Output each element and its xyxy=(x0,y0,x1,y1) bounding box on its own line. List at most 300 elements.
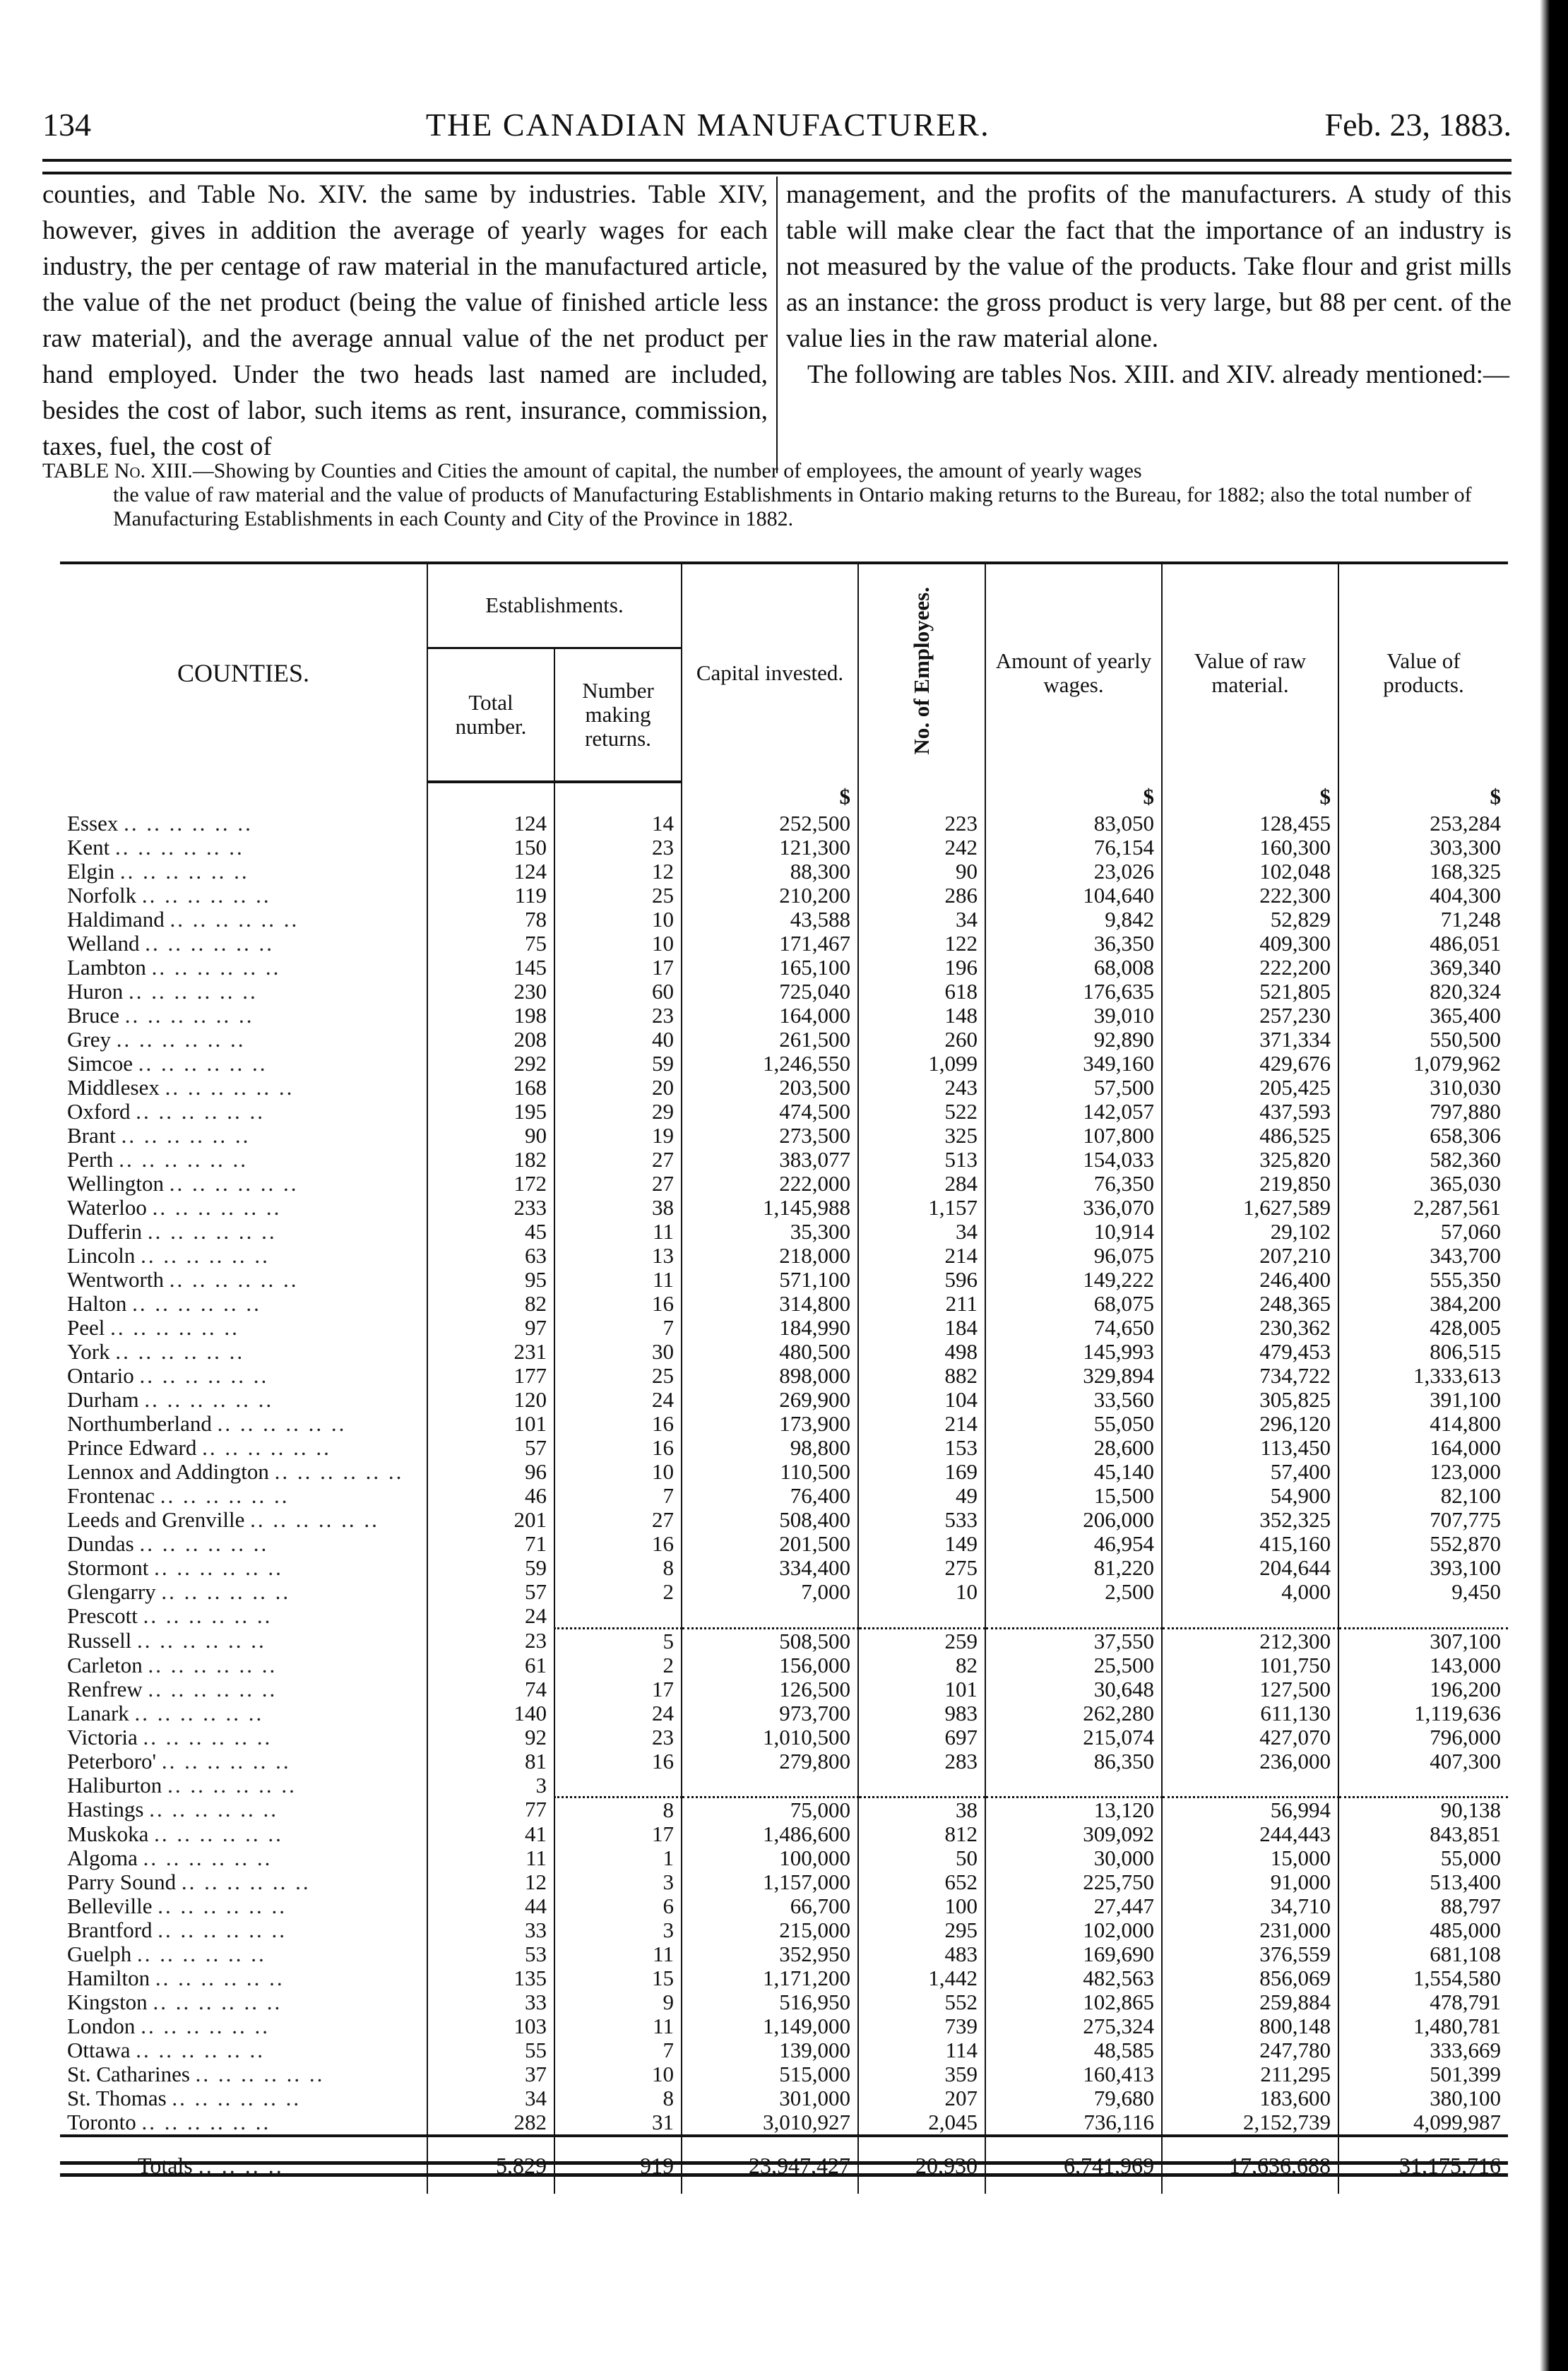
cell-total: 46 xyxy=(427,1484,554,1508)
table-row xyxy=(60,1870,1508,1894)
county-name: Ontario .. .. .. .. .. .. xyxy=(67,1363,269,1388)
cell-products: 393,100 xyxy=(1338,1556,1508,1580)
cell-products: 428,005 xyxy=(1338,1316,1508,1340)
cell-total: 195 xyxy=(427,1100,554,1124)
cell-products: 478,791 xyxy=(1338,1990,1508,2014)
cell-total: 177 xyxy=(427,1364,554,1388)
cell-total: 63 xyxy=(427,1244,554,1268)
county-name: Leeds and Grenville .. .. .. .. .. .. xyxy=(67,1507,379,1532)
cell-total: 135 xyxy=(427,1966,554,1990)
cell-capital: 508,400 xyxy=(682,1508,858,1532)
cell-products: 164,000 xyxy=(1338,1436,1508,1460)
cell-returns: 23 xyxy=(554,836,682,860)
cell-returns: 40 xyxy=(554,1028,682,1052)
cell-capital: 7,000 xyxy=(682,1580,858,1604)
publication-title: THE CANADIAN MANUFACTURER. xyxy=(425,107,990,143)
cell-total: 182 xyxy=(427,1148,554,1172)
cell-wages: 27,447 xyxy=(985,1894,1162,1918)
county-name: Hastings .. .. .. .. .. .. xyxy=(67,1797,278,1822)
cell-employees: 983 xyxy=(858,1701,985,1725)
cell-total: 124 xyxy=(427,860,554,884)
cell-employees: 214 xyxy=(858,1244,985,1268)
cell-total: 57 xyxy=(427,1436,554,1460)
totals-label: Totals .. .. .. .. xyxy=(60,2136,427,2194)
table-row xyxy=(60,2062,1508,2086)
table-row xyxy=(60,2014,1508,2038)
cell-capital: 1,149,000 xyxy=(682,2014,858,2038)
cell-returns: 11 xyxy=(554,1942,682,1966)
table-row xyxy=(60,1894,1508,1918)
table-caption xyxy=(42,459,1511,531)
cell-returns: 16 xyxy=(554,1532,682,1556)
cell-wages: 262,280 xyxy=(985,1701,1162,1725)
unit-dollar: $ xyxy=(1338,782,1508,812)
cell-returns: 7 xyxy=(554,1316,682,1340)
cell-raw: 231,000 xyxy=(1162,1918,1338,1942)
cell-products: 55,000 xyxy=(1338,1846,1508,1870)
cell-capital: 139,000 xyxy=(682,2038,858,2062)
cell-raw: 57,400 xyxy=(1162,1460,1338,1484)
cell-wages: 336,070 xyxy=(985,1196,1162,1220)
cell-capital: 301,000 xyxy=(682,2086,858,2110)
cell-products: 707,775 xyxy=(1338,1508,1508,1532)
cell-raw: 352,325 xyxy=(1162,1508,1338,1532)
cell-employees: 1,157 xyxy=(858,1196,985,1220)
table-row xyxy=(60,1701,1508,1725)
county-name: Muskoka .. .. .. .. .. .. xyxy=(67,1822,283,1846)
cell-total: 292 xyxy=(427,1052,554,1076)
table-row xyxy=(60,836,1508,860)
cell-raw: 415,160 xyxy=(1162,1532,1338,1556)
county-name: Dufferin .. .. .. .. .. .. xyxy=(67,1219,277,1244)
county-name: Algoma .. .. .. .. .. .. xyxy=(67,1846,273,1870)
cell-returns: 12 xyxy=(554,860,682,884)
cell-wages: 68,008 xyxy=(985,956,1162,980)
cell-products: 582,360 xyxy=(1338,1148,1508,1172)
cell-employees: 153 xyxy=(858,1436,985,1460)
cell-raw: 437,593 xyxy=(1162,1100,1338,1124)
cell-returns: 20 xyxy=(554,1076,682,1100)
table-row xyxy=(60,1653,1508,1677)
cell-capital: 171,467 xyxy=(682,932,858,956)
cell-products: 384,200 xyxy=(1338,1292,1508,1316)
cell-employees: 114 xyxy=(858,2038,985,2062)
cell-wages: 30,648 xyxy=(985,1677,1162,1701)
cell-wages: 37,550 xyxy=(985,1628,1162,1653)
cell-capital: 164,000 xyxy=(682,1004,858,1028)
cell-raw: 305,825 xyxy=(1162,1388,1338,1412)
county-name: Frontenac .. .. .. .. .. .. xyxy=(67,1483,290,1508)
cell-capital: 474,500 xyxy=(682,1100,858,1124)
cell-wages: 39,010 xyxy=(985,1004,1162,1028)
cell-capital: 126,500 xyxy=(682,1677,858,1701)
table-row xyxy=(60,1725,1508,1749)
cell-products: 71,248 xyxy=(1338,908,1508,932)
cell-capital: 156,000 xyxy=(682,1653,858,1677)
article-right-column xyxy=(778,177,1511,473)
cell-employees: 283 xyxy=(858,1749,985,1773)
cell-total: 150 xyxy=(427,836,554,860)
caption-text: —Showing by Counties and Cities the amount of capital, the number of employees, the amount of yearly wages xyxy=(192,459,1142,482)
cell-wages: 79,680 xyxy=(985,2086,1162,2110)
cell-returns: 19 xyxy=(554,1124,682,1148)
cell-capital: 66,700 xyxy=(682,1894,858,1918)
cell-employees: 2,045 xyxy=(858,2110,985,2136)
cell-products: 513,400 xyxy=(1338,1870,1508,1894)
scan-edge-shadow xyxy=(1540,0,1568,2371)
cell-employees: 223 xyxy=(858,812,985,836)
cell-total: 59 xyxy=(427,1556,554,1580)
county-name: Victoria .. .. .. .. .. .. xyxy=(67,1724,273,1749)
cell-returns: 16 xyxy=(554,1292,682,1316)
cell-capital: 218,000 xyxy=(682,1244,858,1268)
county-name: Parry Sound .. .. .. .. .. .. xyxy=(67,1870,311,1894)
cell-total: 77 xyxy=(427,1797,554,1823)
cell-products: 310,030 xyxy=(1338,1076,1508,1100)
cell-capital: 1,486,600 xyxy=(682,1822,858,1846)
county-name: Norfolk .. .. .. .. .. .. xyxy=(67,883,271,908)
county-name: Halton .. .. .. .. .. .. xyxy=(67,1291,261,1316)
cell-capital: 210,200 xyxy=(682,884,858,908)
cell-employees: 260 xyxy=(858,1028,985,1052)
cell-raw xyxy=(1162,1604,1338,1628)
issue-date: Feb. 23, 1883. xyxy=(1324,107,1511,143)
county-name: Perth .. .. .. .. .. .. xyxy=(67,1147,248,1172)
cell-employees: 596 xyxy=(858,1268,985,1292)
county-name: St. Catharines .. .. .. .. .. .. xyxy=(67,2062,325,2086)
county-name: Peterboro' .. .. .. .. .. .. xyxy=(67,1748,291,1773)
cell-raw: 259,884 xyxy=(1162,1990,1338,2014)
county-name: Glengarry .. .. .. .. .. .. xyxy=(67,1579,291,1604)
county-name: Simcoe .. .. .. .. .. .. xyxy=(67,1051,268,1076)
county-name: Toronto .. .. .. .. .. .. xyxy=(67,2110,271,2134)
cell-products: 2,287,561 xyxy=(1338,1196,1508,1220)
cell-total: 33 xyxy=(427,1990,554,2014)
cell-returns: 15 xyxy=(554,1966,682,1990)
cell-employees: 34 xyxy=(858,908,985,932)
cell-capital: 515,000 xyxy=(682,2062,858,2086)
cell-capital: 273,500 xyxy=(682,1124,858,1148)
cell-capital: 261,500 xyxy=(682,1028,858,1052)
cell-capital: 279,800 xyxy=(682,1749,858,1773)
cell-raw: 113,450 xyxy=(1162,1436,1338,1460)
cell-returns: 17 xyxy=(554,956,682,980)
cell-capital: 121,300 xyxy=(682,836,858,860)
county-name: Brantford .. .. .. .. .. .. xyxy=(67,1918,287,1942)
county-name: Kingston .. .. .. .. .. .. xyxy=(67,1990,283,2014)
header-capital: Capital invested. xyxy=(682,563,858,782)
table-row xyxy=(60,932,1508,956)
cell-employees: 618 xyxy=(858,980,985,1004)
cell-products: 1,480,781 xyxy=(1338,2014,1508,2038)
cell-total: 198 xyxy=(427,1004,554,1028)
county-name: Renfrew .. .. .. .. .. .. xyxy=(67,1676,278,1701)
county-name: Ottawa .. .. .. .. .. .. xyxy=(67,2038,266,2062)
cell-capital: 88,300 xyxy=(682,860,858,884)
cell-total: 53 xyxy=(427,1942,554,1966)
cell-total: 55 xyxy=(427,2038,554,2062)
county-name: St. Thomas .. .. .. .. .. .. xyxy=(67,2086,302,2110)
cell-wages: 225,750 xyxy=(985,1870,1162,1894)
cell-employees: 211 xyxy=(858,1292,985,1316)
table-row xyxy=(60,884,1508,908)
cell-employees: 697 xyxy=(858,1725,985,1749)
cell-returns: 8 xyxy=(554,1556,682,1580)
table-row xyxy=(60,1268,1508,1292)
cell-raw: 15,000 xyxy=(1162,1846,1338,1870)
cell-total: 201 xyxy=(427,1508,554,1532)
county-name: Bruce .. .. .. .. .. .. xyxy=(67,1003,254,1028)
county-name: Peel .. .. .. .. .. .. xyxy=(67,1315,239,1340)
cell-products: 1,554,580 xyxy=(1338,1966,1508,1990)
cell-returns: 29 xyxy=(554,1100,682,1124)
cell-employees: 184 xyxy=(858,1316,985,1340)
cell-raw: 101,750 xyxy=(1162,1653,1338,1677)
cell-raw: 244,443 xyxy=(1162,1822,1338,1846)
cell-total: 74 xyxy=(427,1677,554,1701)
cell-employees: 652 xyxy=(858,1870,985,1894)
cell-raw: 56,994 xyxy=(1162,1797,1338,1823)
cell-employees: 169 xyxy=(858,1460,985,1484)
header-wages: Amount of yearly wages. xyxy=(985,563,1162,782)
table-row xyxy=(60,980,1508,1004)
cell-wages: 329,894 xyxy=(985,1364,1162,1388)
cell-products: 806,515 xyxy=(1338,1340,1508,1364)
table-row xyxy=(60,1148,1508,1172)
cell-capital: 1,171,200 xyxy=(682,1966,858,1990)
table-row xyxy=(60,1436,1508,1460)
cell-raw: 734,722 xyxy=(1162,1364,1338,1388)
cell-employees: 498 xyxy=(858,1340,985,1364)
masthead-rule xyxy=(42,159,1511,174)
cell-returns: 23 xyxy=(554,1725,682,1749)
cell-wages: 55,050 xyxy=(985,1412,1162,1436)
cell-raw: 2,152,739 xyxy=(1162,2110,1338,2136)
cell-returns: 11 xyxy=(554,1268,682,1292)
cell-products: 550,500 xyxy=(1338,1028,1508,1052)
cell-employees xyxy=(858,1773,985,1797)
cell-raw: 52,829 xyxy=(1162,908,1338,932)
cell-wages: 46,954 xyxy=(985,1532,1162,1556)
cell-employees: 275 xyxy=(858,1556,985,1580)
county-name: Belleville .. .. .. .. .. .. xyxy=(67,1894,287,1918)
cell-total: 145 xyxy=(427,956,554,980)
cell-capital: 973,700 xyxy=(682,1701,858,1725)
table-row xyxy=(60,1172,1508,1196)
cell-returns: 11 xyxy=(554,1220,682,1244)
cell-products: 253,284 xyxy=(1338,812,1508,836)
cell-products: 365,400 xyxy=(1338,1004,1508,1028)
table-row xyxy=(60,1076,1508,1100)
cell-raw: 236,000 xyxy=(1162,1749,1338,1773)
cell-total: 82 xyxy=(427,1292,554,1316)
cell-total: 120 xyxy=(427,1388,554,1412)
cell-employees: 100 xyxy=(858,1894,985,1918)
cell-products: 90,138 xyxy=(1338,1797,1508,1823)
table-row xyxy=(60,860,1508,884)
cell-employees: 10 xyxy=(858,1580,985,1604)
cell-employees: 284 xyxy=(858,1172,985,1196)
cell-products: 404,300 xyxy=(1338,884,1508,908)
table-row xyxy=(60,1412,1508,1436)
cell-returns: 16 xyxy=(554,1412,682,1436)
cell-returns xyxy=(554,1604,682,1628)
header-products: Value of products. xyxy=(1338,563,1508,782)
cell-employees: 483 xyxy=(858,1942,985,1966)
cell-employees: 148 xyxy=(858,1004,985,1028)
table-row xyxy=(60,1797,1508,1823)
cell-returns: 25 xyxy=(554,884,682,908)
table-row xyxy=(60,1628,1508,1653)
cell-wages: 36,350 xyxy=(985,932,1162,956)
cell-raw: 4,000 xyxy=(1162,1580,1338,1604)
table-end-rule xyxy=(60,2161,1508,2177)
table-row xyxy=(60,908,1508,932)
cell-wages: 28,600 xyxy=(985,1436,1162,1460)
table-row xyxy=(60,1942,1508,1966)
cell-total: 119 xyxy=(427,884,554,908)
cell-wages: 81,220 xyxy=(985,1556,1162,1580)
table-row xyxy=(60,1244,1508,1268)
cell-employees: 122 xyxy=(858,932,985,956)
cell-capital: 43,588 xyxy=(682,908,858,932)
cell-returns: 10 xyxy=(554,932,682,956)
cell-raw: 91,000 xyxy=(1162,1870,1338,1894)
cell-products: 168,325 xyxy=(1338,860,1508,884)
cell-capital: 215,000 xyxy=(682,1918,858,1942)
cell-wages: 102,865 xyxy=(985,1990,1162,2014)
cell-returns: 27 xyxy=(554,1148,682,1172)
cell-employees: 34 xyxy=(858,1220,985,1244)
cell-returns: 24 xyxy=(554,1388,682,1412)
cell-returns: 23 xyxy=(554,1004,682,1028)
cell-employees: 295 xyxy=(858,1918,985,1942)
cell-total: 282 xyxy=(427,2110,554,2136)
cell-employees: 242 xyxy=(858,836,985,860)
cell-raw: 207,210 xyxy=(1162,1244,1338,1268)
cell-products: 555,350 xyxy=(1338,1268,1508,1292)
county-name: Hamilton .. .. .. .. .. .. xyxy=(67,1966,285,1990)
cell-wages: 15,500 xyxy=(985,1484,1162,1508)
cell-capital: 1,246,550 xyxy=(682,1052,858,1076)
cell-total: 96 xyxy=(427,1460,554,1484)
cell-raw: 248,365 xyxy=(1162,1292,1338,1316)
table-row xyxy=(60,1773,1508,1797)
totals-raw-material: 17,636,688 xyxy=(1162,2136,1338,2194)
cell-total: 81 xyxy=(427,1749,554,1773)
cell-raw: 429,676 xyxy=(1162,1052,1338,1076)
cell-total: 90 xyxy=(427,1124,554,1148)
cell-raw: 521,805 xyxy=(1162,980,1338,1004)
county-name: Grey .. .. .. .. .. .. xyxy=(67,1027,246,1052)
cell-wages: 76,350 xyxy=(985,1172,1162,1196)
county-name: Essex .. .. .. .. .. .. xyxy=(67,811,253,836)
cell-total: 71 xyxy=(427,1532,554,1556)
cell-capital: 352,950 xyxy=(682,1942,858,1966)
county-name: Durham .. .. .. .. .. .. xyxy=(67,1387,274,1412)
cell-employees: 533 xyxy=(858,1508,985,1532)
county-name: Prince Edward .. .. .. .. .. .. xyxy=(67,1435,331,1460)
cell-capital: 516,950 xyxy=(682,1990,858,2014)
cell-wages: 33,560 xyxy=(985,1388,1162,1412)
cell-raw: 246,400 xyxy=(1162,1268,1338,1292)
cell-returns: 16 xyxy=(554,1749,682,1773)
cell-total: 45 xyxy=(427,1220,554,1244)
cell-wages: 482,563 xyxy=(985,1966,1162,1990)
cell-employees: 207 xyxy=(858,2086,985,2110)
cell-products: 196,200 xyxy=(1338,1677,1508,1701)
cell-raw: 222,300 xyxy=(1162,884,1338,908)
county-name: Guelph .. .. .. .. .. .. xyxy=(67,1942,266,1966)
cell-raw: 376,559 xyxy=(1162,1942,1338,1966)
cell-capital: 184,990 xyxy=(682,1316,858,1340)
cell-returns: 6 xyxy=(554,1894,682,1918)
cell-products: 658,306 xyxy=(1338,1124,1508,1148)
cell-raw: 127,500 xyxy=(1162,1677,1338,1701)
cell-returns: 7 xyxy=(554,1484,682,1508)
cell-wages: 30,000 xyxy=(985,1846,1162,1870)
cell-total: 61 xyxy=(427,1653,554,1677)
cell-returns: 60 xyxy=(554,980,682,1004)
cell-employees: 522 xyxy=(858,1100,985,1124)
cell-employees: 90 xyxy=(858,860,985,884)
cell-total: 33 xyxy=(427,1918,554,1942)
totals-capital: 23,947,427 xyxy=(682,2136,858,2194)
cell-wages: 275,324 xyxy=(985,2014,1162,2038)
header-counties: COUNTIES. xyxy=(177,659,309,687)
table-row xyxy=(60,1292,1508,1316)
cell-products: 4,099,987 xyxy=(1338,2110,1508,2136)
cell-products: 143,000 xyxy=(1338,1653,1508,1677)
county-name: Middlesex .. .. .. .. .. .. xyxy=(67,1075,295,1100)
cell-wages: 215,074 xyxy=(985,1725,1162,1749)
cell-total: 78 xyxy=(427,908,554,932)
cell-capital: 75,000 xyxy=(682,1797,858,1823)
cell-returns: 1 xyxy=(554,1846,682,1870)
cell-capital: 1,145,988 xyxy=(682,1196,858,1220)
county-name: Lambton .. .. .. .. .. .. xyxy=(67,955,281,980)
cell-raw: 204,644 xyxy=(1162,1556,1338,1580)
cell-wages: 9,842 xyxy=(985,908,1162,932)
county-name: York .. .. .. .. .. .. xyxy=(67,1339,245,1364)
cell-products: 796,000 xyxy=(1338,1725,1508,1749)
table-number: TABLE No. XIII. xyxy=(42,459,193,482)
cell-total: 168 xyxy=(427,1076,554,1100)
unit-dollar: $ xyxy=(985,782,1162,812)
cell-raw: 325,820 xyxy=(1162,1148,1338,1172)
cell-total: 75 xyxy=(427,932,554,956)
cell-capital: 100,000 xyxy=(682,1846,858,1870)
cell-wages: 176,635 xyxy=(985,980,1162,1004)
cell-total: 12 xyxy=(427,1870,554,1894)
cell-returns: 3 xyxy=(554,1918,682,1942)
cell-products: 552,870 xyxy=(1338,1532,1508,1556)
cell-raw: 257,230 xyxy=(1162,1004,1338,1028)
cell-wages: 107,800 xyxy=(985,1124,1162,1148)
cell-employees: 101 xyxy=(858,1677,985,1701)
cell-total: 11 xyxy=(427,1846,554,1870)
cell-wages: 45,140 xyxy=(985,1460,1162,1484)
table-row xyxy=(60,1484,1508,1508)
header-total-number: Total number. xyxy=(427,648,554,782)
cell-employees: 82 xyxy=(858,1653,985,1677)
cell-products: 407,300 xyxy=(1338,1749,1508,1773)
cell-raw: 102,048 xyxy=(1162,860,1338,884)
cell-total: 230 xyxy=(427,980,554,1004)
county-name: Lincoln .. .. .. .. .. .. xyxy=(67,1243,270,1268)
masthead xyxy=(42,106,1511,162)
cell-capital: 571,100 xyxy=(682,1268,858,1292)
